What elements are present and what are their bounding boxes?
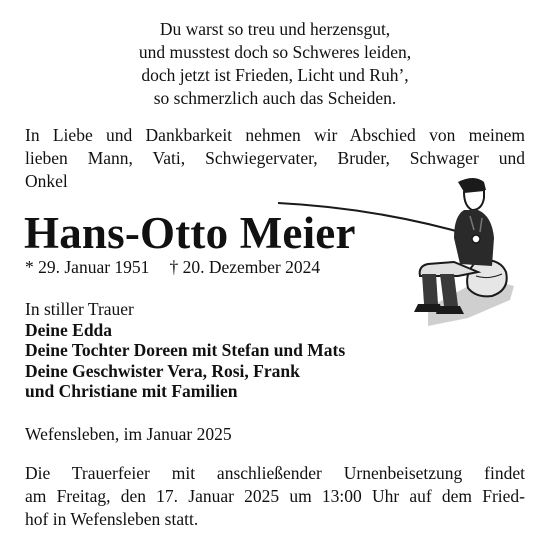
memorial-poem — [0, 18, 550, 110]
mourner-line: Deine Edda — [25, 319, 113, 340]
poem-line: so schmerzlich auch das Scheiden. — [153, 88, 397, 108]
deceased-name: Hans-Otto Meier — [24, 208, 356, 258]
intro-line: Onkel — [25, 171, 68, 191]
mourner-line: und Christiane mit Familien — [25, 381, 238, 401]
life-dates — [25, 256, 320, 279]
funeral-notice — [25, 462, 525, 531]
poem-line: und musstest doch so Schweres leiden, — [138, 42, 412, 62]
intro-line: lieben Mann, Vati, Schwiegervater, Bruder, Schwager und — [25, 148, 525, 168]
poem-line: doch jetzt ist Frieden, Licht und Ruh’, — [141, 65, 409, 85]
death-date: † 20. Dezember 2024 — [169, 257, 321, 277]
funeral-line: Die Trauerfeier mit anschließender Urnenbeisetzung findet — [25, 463, 525, 483]
mourner-line: Deine Geschwister Vera, Rosi, Frank — [25, 360, 300, 381]
funeral-line: hof in Wefensleben statt. — [25, 509, 199, 529]
place-and-date: Wefensleben, im Januar 2025 — [25, 424, 232, 444]
poem-line: Du warst so treu und herzensgut, — [159, 19, 391, 39]
mourners-heading: In stiller Trauer — [25, 299, 134, 319]
birth-date: * 29. Januar 1951 — [25, 257, 150, 277]
fisherman-illustration — [278, 168, 530, 330]
funeral-line: am Freitag, den 17. Januar 2025 um 13:00 Uhr auf dem Fried- — [25, 486, 525, 506]
intro-line: In Liebe und Dankbarkeit nehmen wir Abschied von meinem — [25, 125, 525, 145]
mourner-line: Deine Tochter Doreen mit Stefan und Mats — [25, 340, 346, 360]
